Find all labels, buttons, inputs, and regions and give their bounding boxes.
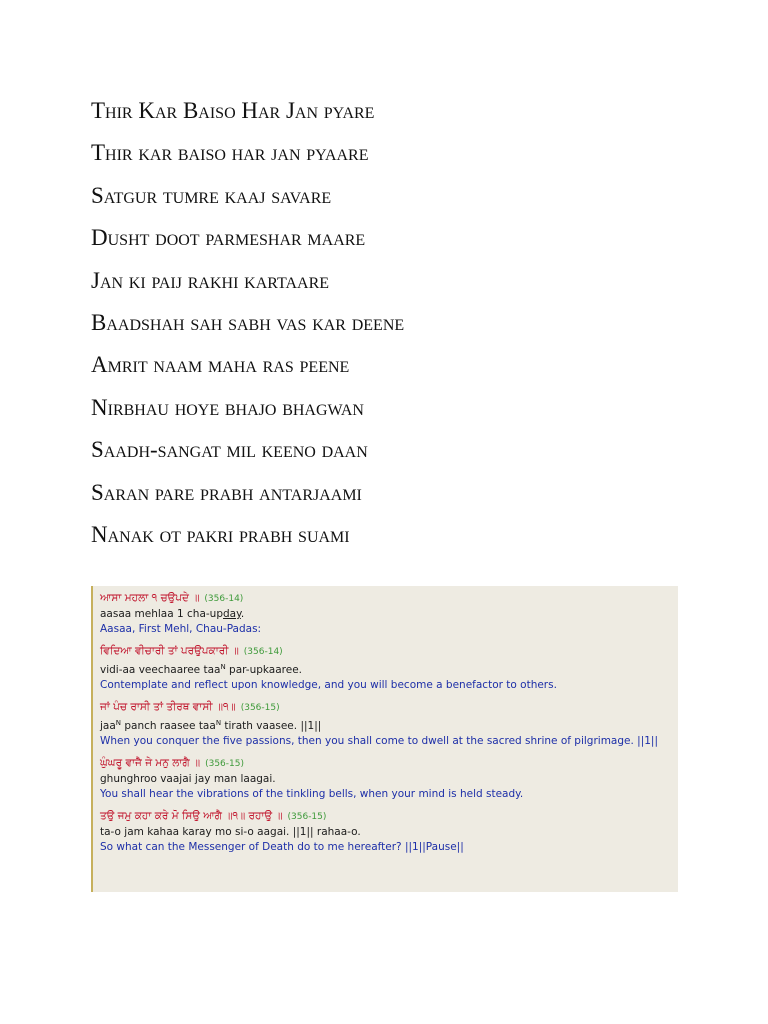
poem-line: Satgur tumre kaaj savare (91, 182, 332, 208)
gurmukhi-line (100, 755, 678, 772)
transliteration-text: panch raasee taa (121, 720, 216, 732)
english-translation: So what can the Messenger of Death do to me hereafter? ||1||Pause|| (100, 841, 464, 853)
verse (100, 755, 678, 802)
gurmukhi-line (100, 808, 678, 825)
gurmukhi-text: ਜਾਂ ਪੰਚ ਰਾਸੀ ਤਾਂ ਤੀਰਥ ਵਾਸੀ ॥੧॥ (100, 701, 236, 713)
gurmukhi-line (100, 590, 678, 607)
gurmukhi-text: ਵਿਦਿਆ ਵੀਚਾਰੀ ਤਾਂ ਪਰਉਪਕਾਰੀ ॥ (100, 645, 239, 657)
english-translation: You shall hear the vibrations of the tinkling bells, when your mind is held steady. (100, 788, 524, 800)
transliteration-sup: N (115, 719, 122, 727)
poem-line: Nirbhau hoye bhajo bhagwan (91, 394, 364, 420)
scripture-image (91, 586, 678, 892)
transliteration-text: vidi-aa veechaaree taa (100, 664, 221, 676)
transliteration-sup: N (220, 663, 226, 671)
poem-line: Dusht doot parmeshar maare (91, 225, 366, 251)
poem-line: Saran pare prabh antarjaami (91, 479, 362, 505)
english-translation: Contemplate and reflect upon knowledge, and you will become a benefactor to others. (100, 679, 557, 691)
verse (100, 643, 678, 693)
verse-reference: (356-15) (287, 812, 327, 822)
poem-line: Jan ki paij rakhi kartaare (91, 267, 330, 293)
english-translation: When you conquer the five passions, then you shall come to dwell at the sacred shrine of pilgrimage. ||1|| (100, 735, 659, 747)
poem (91, 90, 731, 556)
transliteration-text: . (240, 608, 245, 620)
english-translation: Aasaa, First Mehl, Chau-Padas: (100, 623, 262, 635)
gurmukhi-text: ਘੁੰਘਰੂ ਵਾਜੈ ਜੇ ਮਨੁ ਲਾਗੈ ॥ (100, 757, 201, 769)
gurmukhi-text: ਆਸਾ ਮਹਲਾ ੧ ਚਉਪਦੇ ॥ (100, 592, 200, 604)
transliteration: ta-o jam kahaa karay mo si-o aagai. ||1|| rahaa-o. (100, 826, 361, 838)
transliteration-text: day (223, 608, 241, 620)
verse (100, 808, 678, 855)
verse-reference: (356-15) (205, 759, 244, 769)
transliteration-sup: N (215, 719, 222, 727)
transliteration (100, 607, 678, 622)
poem-title: Thir Kar Baiso Har Jan pyare (91, 98, 375, 123)
poem-line: Nanak ot pakri prabh suami (91, 521, 350, 547)
poem-line: Amrit naam maha ras peene (91, 352, 350, 378)
transliteration-text: par-upkaaree. (225, 664, 303, 676)
verse-reference: (356-15) (240, 703, 280, 713)
transliteration: ghunghroo vaajai jay man laagai. (100, 773, 276, 785)
transliteration-text: jaa (100, 720, 116, 732)
verse (100, 590, 678, 637)
verse (100, 699, 678, 749)
transliteration-text: aasaa mehlaa 1 cha-up (100, 608, 224, 620)
poem-line: Baadshah sah sabh vas kar deene (91, 309, 405, 335)
transliteration (100, 716, 678, 734)
poem-line: Saadh-sangat mil keeno daan (91, 437, 368, 463)
poem-line: Thir kar baiso har jan pyaare (91, 140, 369, 166)
gurmukhi-line (100, 699, 678, 716)
verse-reference: (356-14) (204, 594, 244, 604)
verse-reference: (356-14) (243, 647, 283, 657)
transliteration-text: tirath vaasee. ||1|| (221, 720, 322, 732)
transliteration (100, 660, 678, 678)
gurmukhi-line (100, 643, 678, 660)
gurmukhi-text: ਤਉ ਜਮੁ ਕਹਾ ਕਰੇ ਮੋ ਸਿਉ ਆਗੈ ॥੧॥ ਰਹਾਉ ॥ (100, 810, 283, 822)
